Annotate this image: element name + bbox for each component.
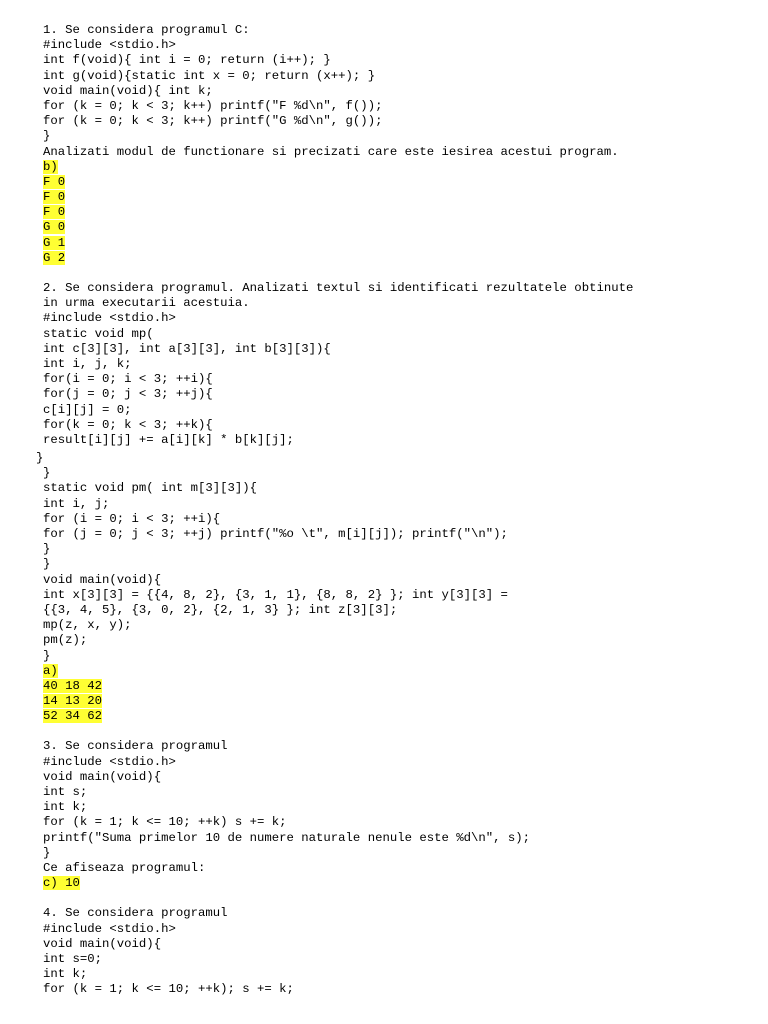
code-line: }	[43, 466, 51, 481]
code-line: }	[36, 451, 44, 466]
code-line: }	[43, 557, 51, 572]
code-line: int k;	[43, 967, 88, 982]
code-line: int s=0;	[43, 951, 103, 966]
code-line: {{3, 4, 5}, {3, 0, 2}, {2, 1, 3} }; int z[3][3];	[43, 602, 398, 617]
question-prompt: Ce afiseaza programul:	[43, 860, 206, 875]
answer-highlight: a)	[43, 663, 58, 678]
code-line: printf("Suma primelor 10 de numere naturale nenule este %d\n", s);	[43, 830, 531, 845]
code-line: mp(z, x, y);	[43, 618, 132, 633]
code-line: void main(void){	[43, 572, 162, 587]
code-line: #include <stdio.h>	[43, 754, 176, 769]
code-line: #include <stdio.h>	[43, 311, 176, 326]
answer-highlight: G 2	[43, 250, 66, 265]
answer-highlight: F 0	[43, 205, 66, 220]
code-line: for (k = 1; k <= 10; ++k); s += k;	[43, 982, 294, 997]
question-title: 4. Se considera programul	[43, 906, 228, 921]
code-line: }	[43, 129, 51, 144]
code-line: for (i = 0; i < 3; ++i){	[43, 511, 221, 526]
answer-line	[43, 205, 758, 220]
answer-highlight: F 0	[43, 174, 66, 189]
code-line: int i, j;	[43, 496, 110, 511]
question-4	[43, 906, 758, 997]
code-line: int g(void){static int x = 0; return (x++); }	[43, 68, 376, 83]
answer-line	[43, 694, 758, 709]
code-line: }	[43, 648, 51, 663]
code-line: for (k = 1; k <= 10; ++k) s += k;	[43, 815, 287, 830]
document	[36, 23, 758, 1012]
answer-line	[43, 251, 758, 266]
answer-highlight: 52 34 62	[43, 709, 103, 724]
answer-line	[43, 679, 758, 694]
code-line: }	[43, 845, 51, 860]
code-line: for (j = 0; j < 3; ++j) printf("%o \t", m[i][j]); printf("\n");	[43, 527, 508, 541]
answer-line	[43, 160, 758, 175]
code-line: for(i = 0; i < 3; ++i){	[43, 372, 213, 387]
answer-highlight: b)	[43, 159, 58, 174]
answer-highlight: c) 10	[43, 876, 80, 891]
code-line: int x[3][3] = {{4, 8, 2}, {3, 1, 1}, {8, 8, 2} }; int y[3][3] =	[43, 587, 508, 602]
answer-highlight: G 1	[43, 235, 66, 250]
question-text: in urma executarii acestuia.	[43, 296, 250, 311]
code-line: #include <stdio.h>	[43, 38, 176, 53]
question-title: 3. Se considera programul	[43, 739, 228, 754]
code-line: int k;	[43, 800, 88, 815]
code-line: void main(void){	[43, 936, 162, 951]
question-title: 2. Se considera programul. Analizati textul si identificati rezultatele obtinute	[43, 281, 634, 295]
code-line: for (k = 0; k < 3; k++) printf("F %d\n", f());	[43, 98, 383, 113]
question-1	[43, 23, 758, 266]
answer-line	[43, 220, 758, 235]
answer-highlight: G 0	[43, 220, 66, 235]
answer-highlight: 40 18 42	[43, 678, 103, 693]
question-title: 1. Se considera programul C:	[43, 23, 250, 37]
code-line: c[i][j] = 0;	[43, 402, 132, 417]
answer-highlight: 14 13 20	[43, 694, 103, 709]
code-line: void main(void){ int k;	[43, 83, 213, 98]
code-line: for(j = 0; j < 3; ++j){	[43, 387, 213, 402]
code-line: int c[3][3], int a[3][3], int b[3][3]){	[43, 341, 331, 356]
answer-line	[43, 876, 758, 891]
code-line: int f(void){ int i = 0; return (i++); }	[43, 53, 331, 68]
code-line: static void mp(	[43, 326, 154, 341]
question-2	[36, 281, 758, 724]
code-line: void main(void){	[43, 769, 162, 784]
code-line: for(k = 0; k < 3; ++k){	[43, 417, 213, 432]
code-line: result[i][j] += a[i][k] * b[k][j];	[43, 432, 294, 447]
code-line: static void pm( int m[3][3]){	[43, 481, 258, 496]
question-3	[43, 739, 758, 891]
answer-line	[43, 709, 758, 724]
answer-line	[43, 664, 758, 679]
question-prompt: Analizati modul de functionare si precizati care este iesirea acestui program.	[43, 144, 619, 159]
code-line: int i, j, k;	[43, 356, 132, 371]
code-line: pm(z);	[43, 633, 88, 648]
code-line: int s;	[43, 785, 88, 799]
answer-line	[43, 175, 758, 190]
code-line: #include <stdio.h>	[43, 921, 176, 936]
answer-line	[43, 236, 758, 251]
answer-line	[43, 190, 758, 205]
code-line: for (k = 0; k < 3; k++) printf("G %d\n", g());	[43, 114, 383, 129]
code-line: }	[43, 542, 51, 557]
answer-highlight: F 0	[43, 190, 66, 205]
